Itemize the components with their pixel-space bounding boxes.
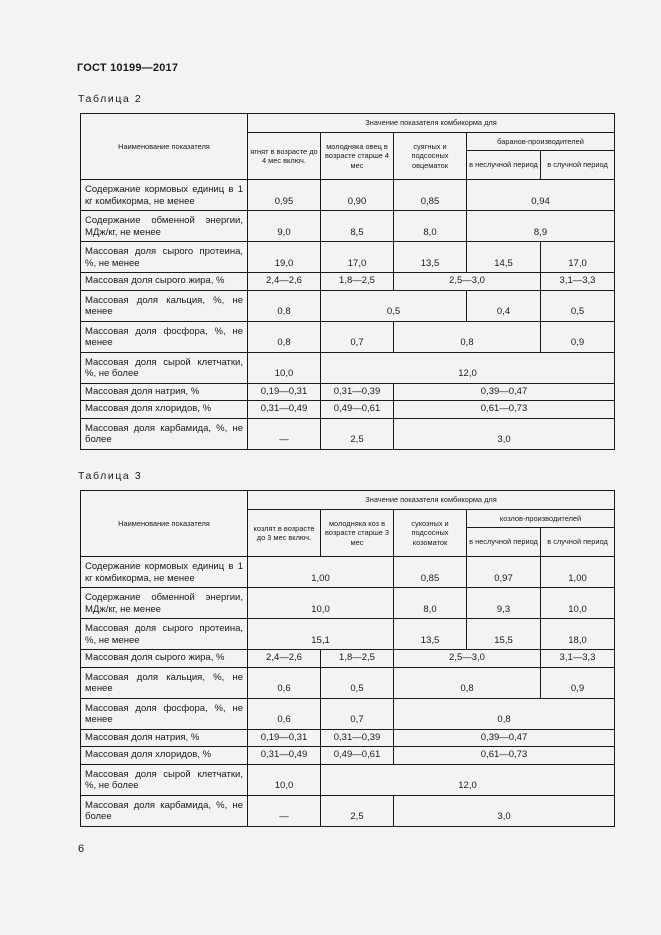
table-row <box>81 401 615 419</box>
value-cell: 0,94 <box>467 180 615 211</box>
value-cell: 0,61—0,73 <box>394 401 615 419</box>
value-cell: 10,0 <box>248 588 394 619</box>
row-label: Массовая доля натрия, % <box>81 729 248 747</box>
value-cell: 0,39—0,47 <box>394 383 615 401</box>
value-cell: 0,90 <box>321 180 394 211</box>
value-cell: 0,8 <box>248 321 321 352</box>
value-cell: 13,5 <box>394 242 467 273</box>
table-row <box>81 383 615 401</box>
value-cell: 9,0 <box>248 211 321 242</box>
row-label: Массовая доля сырого протеина, %, не менее <box>81 242 248 273</box>
value-cell: 0,31—0,49 <box>248 747 321 765</box>
value-cell: 19,0 <box>248 242 321 273</box>
row-label: Содержание кормовых единиц в 1 кг комбикорма, не менее <box>81 180 248 211</box>
value-cell: 15,1 <box>248 619 394 650</box>
value-cell: 9,3 <box>467 588 541 619</box>
table-row <box>81 352 615 383</box>
value-cell: 2,4—2,6 <box>248 273 321 291</box>
table-row <box>81 557 615 588</box>
table-row <box>81 795 615 826</box>
table-row <box>81 619 615 650</box>
value-cell: 0,9 <box>541 667 615 698</box>
row-label: Содержание обменной энергии, МДж/кг, не менее <box>81 211 248 242</box>
value-cell: 0,19—0,31 <box>248 729 321 747</box>
column-header-off-season: в неслучной период <box>467 151 541 180</box>
value-cell: 15,5 <box>467 619 541 650</box>
column-header-does: сукозных и подсосных козоматок <box>394 510 467 557</box>
table-row <box>81 211 615 242</box>
value-cell: 0,31—0,39 <box>321 383 394 401</box>
row-label: Массовая доля кальция, %, не менее <box>81 290 248 321</box>
value-cell: 0,8 <box>248 290 321 321</box>
row-label: Массовая доля карбамида, %, не более <box>81 795 248 826</box>
value-cell: 10,0 <box>248 764 321 795</box>
value-cell: 0,49—0,61 <box>321 747 394 765</box>
value-cell: 0,8 <box>394 698 615 729</box>
table-row <box>81 729 615 747</box>
value-cell: 0,8 <box>394 321 541 352</box>
value-cell: 1,00 <box>541 557 615 588</box>
row-label: Массовая доля сырого жира, % <box>81 650 248 668</box>
table-row <box>81 290 615 321</box>
value-cell: 1,8—2,5 <box>321 273 394 291</box>
table-row <box>81 418 615 449</box>
value-cell: 3,0 <box>394 795 615 826</box>
value-cell: 0,5 <box>321 290 467 321</box>
row-label: Массовая доля кальция, %, не менее <box>81 667 248 698</box>
table-row <box>81 747 615 765</box>
value-cell: 0,31—0,49 <box>248 401 321 419</box>
value-cell: 17,0 <box>541 242 615 273</box>
row-label: Массовая доля сырого жира, % <box>81 273 248 291</box>
table-3-caption: Таблица 3 <box>78 470 143 482</box>
value-cell: 2,5 <box>321 795 394 826</box>
value-cell: 17,0 <box>321 242 394 273</box>
column-header-indicator: Наименование показателя <box>81 114 248 180</box>
row-label: Массовая доля сырой клетчатки, %, не более <box>81 764 248 795</box>
row-label: Содержание кормовых единиц в 1 кг комбикорма, не менее <box>81 557 248 588</box>
value-cell: 18,0 <box>541 619 615 650</box>
value-cell: 0,85 <box>394 557 467 588</box>
row-label: Содержание обменной энергии, МДж/кг, не менее <box>81 588 248 619</box>
value-cell: — <box>248 418 321 449</box>
value-cell: 0,97 <box>467 557 541 588</box>
value-cell: 0,31—0,39 <box>321 729 394 747</box>
value-cell: 0,85 <box>394 180 467 211</box>
table-row <box>81 650 615 668</box>
row-label: Массовая доля сырого протеина, %, не менее <box>81 619 248 650</box>
value-cell: 0,9 <box>541 321 615 352</box>
value-cell: 0,95 <box>248 180 321 211</box>
column-header-indicator: Наименование показателя <box>81 491 248 557</box>
table-row <box>81 273 615 291</box>
value-cell: 3,1—3,3 <box>541 273 615 291</box>
value-cell: 3,0 <box>394 418 615 449</box>
column-header-kids: козлят в возрасте до 3 мес включ. <box>248 510 321 557</box>
row-label: Массовая доля сырой клетчатки, %, не более <box>81 352 248 383</box>
value-cell: 8,9 <box>467 211 615 242</box>
value-cell: 0,5 <box>541 290 615 321</box>
column-header-young-sheep: молодняка овец в возрасте старше 4 мес <box>321 133 394 180</box>
value-cell: 0,19—0,31 <box>248 383 321 401</box>
value-cell: 0,8 <box>394 667 541 698</box>
column-header-ewes: суягных и подсосных овцематок <box>394 133 467 180</box>
table-2 <box>80 113 615 450</box>
value-cell: 0,6 <box>248 698 321 729</box>
column-header-young-goats: молодняка коз в возрасте старше 3 мес <box>321 510 394 557</box>
value-cell: 13,5 <box>394 619 467 650</box>
table-row <box>81 242 615 273</box>
table-row <box>81 180 615 211</box>
column-group-header: Значение показателя комбикорма для <box>248 114 615 133</box>
value-cell: 0,39—0,47 <box>394 729 615 747</box>
value-cell: 8,5 <box>321 211 394 242</box>
row-label: Массовая доля фосфора, %, не менее <box>81 698 248 729</box>
value-cell: 0,49—0,61 <box>321 401 394 419</box>
column-header-off-season: в неслучной период <box>467 528 541 557</box>
column-subgroup-header-rams: баранов-производителей <box>467 133 615 151</box>
value-cell: 14,5 <box>467 242 541 273</box>
column-subgroup-header-bucks: козлов-производителей <box>467 510 615 528</box>
column-header-mating-season: в случной период <box>541 151 615 180</box>
value-cell: 0,6 <box>248 667 321 698</box>
row-label: Массовая доля хлоридов, % <box>81 747 248 765</box>
value-cell: 0,5 <box>321 667 394 698</box>
table-row <box>81 588 615 619</box>
value-cell: 2,5—3,0 <box>394 273 541 291</box>
table-row <box>81 321 615 352</box>
value-cell: 1,8—2,5 <box>321 650 394 668</box>
table-row <box>81 764 615 795</box>
value-cell: 0,7 <box>321 698 394 729</box>
column-header-lambs: ягнят в возрасте до 4 мес включ. <box>248 133 321 180</box>
table-row <box>81 667 615 698</box>
document-title: ГОСТ 10199—2017 <box>77 62 179 74</box>
table-3 <box>80 490 615 827</box>
value-cell: 2,5—3,0 <box>394 650 541 668</box>
value-cell: 3,1—3,3 <box>541 650 615 668</box>
page-number: 6 <box>78 843 85 855</box>
row-label: Массовая доля натрия, % <box>81 383 248 401</box>
column-header-mating-season: в случной период <box>541 528 615 557</box>
value-cell: 8,0 <box>394 588 467 619</box>
row-label: Массовая доля хлоридов, % <box>81 401 248 419</box>
column-group-header: Значение показателя комбикорма для <box>248 491 615 510</box>
value-cell: 8,0 <box>394 211 467 242</box>
value-cell: 0,7 <box>321 321 394 352</box>
value-cell: 10,0 <box>248 352 321 383</box>
table-2-caption: Таблица 2 <box>78 93 143 105</box>
value-cell: — <box>248 795 321 826</box>
value-cell: 1,00 <box>248 557 394 588</box>
value-cell: 10,0 <box>541 588 615 619</box>
value-cell: 12,0 <box>321 352 615 383</box>
table-row <box>81 698 615 729</box>
value-cell: 12,0 <box>321 764 615 795</box>
row-label: Массовая доля фосфора, %, не менее <box>81 321 248 352</box>
value-cell: 2,5 <box>321 418 394 449</box>
value-cell: 0,61—0,73 <box>394 747 615 765</box>
value-cell: 2,4—2,6 <box>248 650 321 668</box>
row-label: Массовая доля карбамида, %, не более <box>81 418 248 449</box>
value-cell: 0,4 <box>467 290 541 321</box>
